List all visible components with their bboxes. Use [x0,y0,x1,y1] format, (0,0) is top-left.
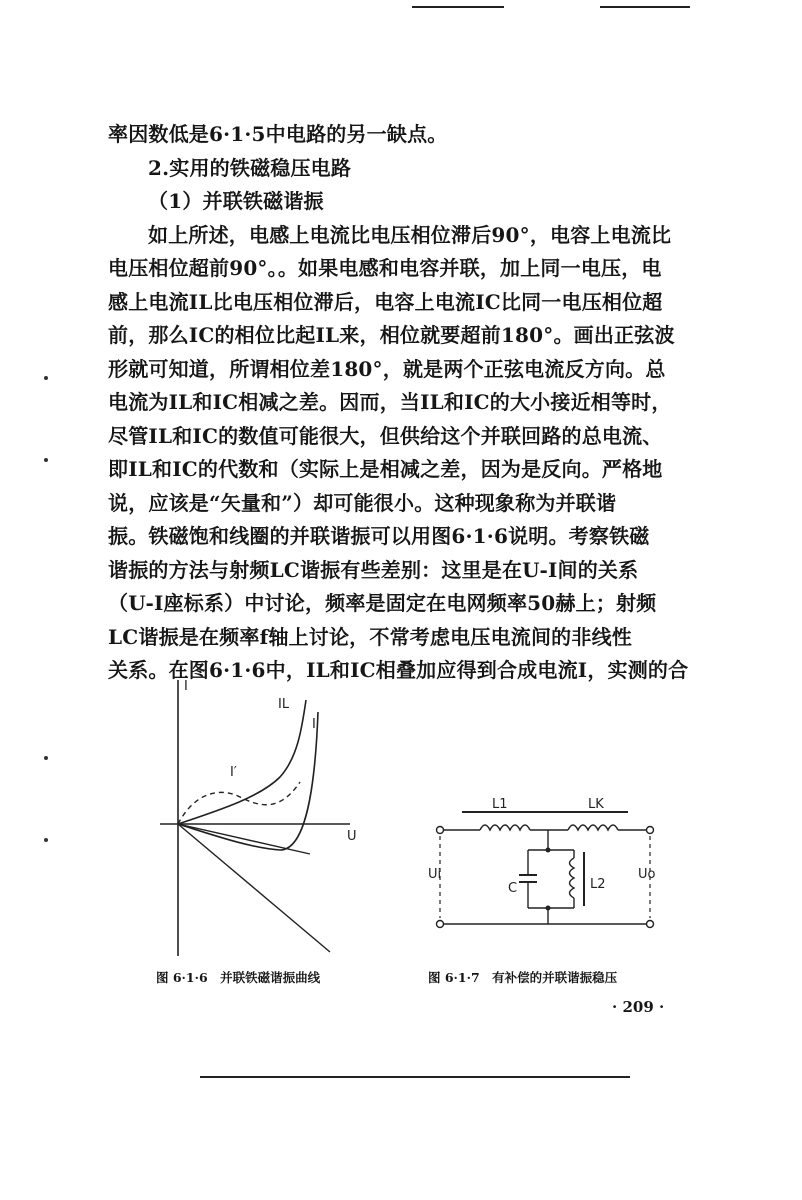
text-line: 电压相位超前90°。。如果电感和电容并联，加上同一电压，电 [108,256,662,280]
bottom-rule [200,1076,630,1078]
curve-i-label: I [312,717,316,732]
inductor-l1 [480,825,530,830]
label-uo: Uo [638,867,656,882]
label-l2: L2 [590,877,606,892]
subsection-heading: （1）并联铁磁谐振 [148,189,324,213]
body-text [108,118,688,688]
page-number: · 209 · [612,998,665,1016]
text-line: 谐振的方法与射频LC谐振有些差别：这里是在U-I间的关系 [108,557,639,582]
inductor-l2 [570,858,575,898]
junction-dot [546,848,551,853]
figure-6-1-7 [428,796,668,936]
top-rule-right [600,6,690,8]
figure-6-1-7-caption: 图 6·1·7 有补偿的并联谐振稳压 [428,970,618,985]
line-ic-upper [178,824,310,854]
x-axis-label: U [347,829,357,844]
text-line: 如上所述，电感上电流比电压相位滞后90°，电容上电流比 [148,222,672,247]
terminal [647,827,654,834]
margin-speck [44,756,48,760]
curve-il [178,700,306,824]
margin-speck [44,838,48,842]
text-line: 电流为IL和IC相减之差。因而，当IL和IC的大小接近相等时， [108,390,672,414]
curve-i-prime-label: I′ [230,765,237,780]
line-ic-lower [178,824,330,952]
margin-speck [44,376,48,380]
top-rule-left [412,6,504,8]
label-lk: LK [588,797,604,812]
text-line: 即IL和IC的代数和（实际上是相减之差，因为是反向。严格地 [108,457,663,481]
text-line: 率因数低是6·1·5中电路的另一缺点。 [108,122,448,146]
text-line: 前，那么IC的相位比起IL来，相位就要超前180°。画出正弦波 [108,323,675,347]
junction-dot [546,906,551,911]
curve-il-label: IL [278,697,290,712]
text-line: 振。铁磁饱和线圈的并联谐振可以用图6·1·6说明。考察铁磁 [108,524,650,548]
y-axis-label: I [184,679,188,694]
section-heading: 2.实用的铁磁稳压电路 [148,155,352,180]
text-line: 感上电流IL比电压相位滞后，电容上电流IC比同一电压相位超 [108,289,663,314]
text-line: 关系。在图6·1·6中，IL和IC相叠加应得到合成电流I，实测的合 [108,658,688,682]
terminal [437,921,444,928]
text-line: LC谐振是在频率f轴上讨论，不常考虑电压电流间的非线性 [108,624,632,649]
terminal [437,827,444,834]
label-l1: L1 [492,797,508,812]
text-line: （U-I座标系）中讨论，频率是固定在电网频率50赫上；射频 [108,591,657,615]
text-line: 形就可知道，所谓相位差180°，就是两个正弦电流反方向。总 [108,356,666,381]
figure-6-1-6 [150,672,370,962]
margin-speck [44,458,48,462]
terminal [647,921,654,928]
figure-6-1-6-caption: 图 6·1·6 并联铁磁谐振曲线 [156,970,321,985]
inductor-lk [568,825,618,830]
label-ui: Ui [428,867,442,882]
text-line: 说，应该是“矢量和”）却可能很小。这种现象称为并联谐 [108,490,617,515]
text-line: 尽管IL和IC的数值可能很大，但供给这个并联回路的总电流、 [108,423,663,448]
label-c: C [508,881,518,896]
